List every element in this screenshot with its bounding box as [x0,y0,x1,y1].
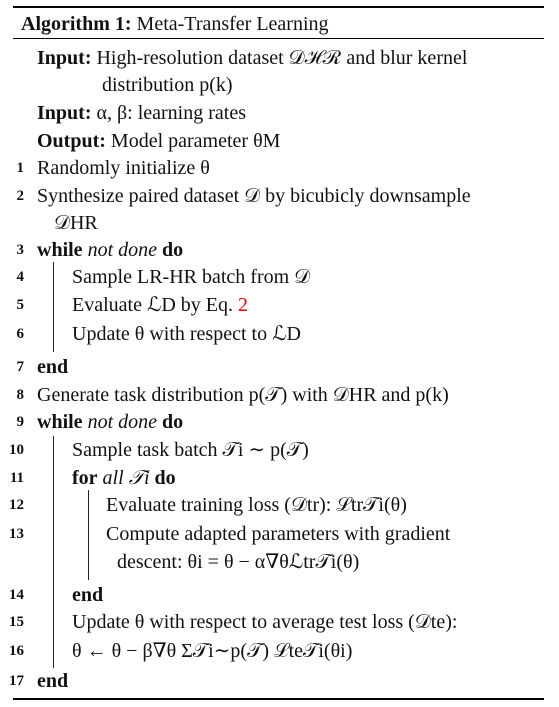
bottom-rule [13,698,544,700]
while-block-bar-2 [53,436,54,668]
line-text: Update θ with respect to average test loss (𝒟te): [72,611,458,633]
while-block-bar-1 [53,262,54,352]
line-6 [72,322,301,346]
loop-condition: not done [87,411,157,433]
line-13-cont [117,550,359,574]
line-number: 3 [16,242,24,258]
line-text-cont: descent: θi = θ − α∇θℒtr𝒯i(θ) [117,551,360,573]
line-number: 14 [9,587,24,603]
line-number: 17 [9,673,24,689]
line-text: Synthesize paired dataset 𝒟 by bicubicly downsample [37,185,471,207]
line-16 [72,639,352,663]
line-13 [106,522,450,546]
loop-condition: all 𝒯i [102,467,150,489]
line-text: Evaluate training loss (𝒟tr): ℒtr𝒯i(θ) [106,494,407,516]
line-text: Compute adapted parameters with gradient [106,523,451,545]
line-number: 1 [16,160,24,176]
line-text: Generate task distribution p(𝒯) with 𝒟HR and p(k) [37,384,449,406]
input-keyword: Input: [37,102,92,124]
line-number: 15 [9,614,24,630]
algorithm-title [21,12,329,36]
line-number: 13 [9,526,24,542]
output-text: Model parameter θM [110,130,281,152]
line-11 [72,466,176,490]
line-5 [72,293,248,317]
keyword-do: do [162,239,184,261]
keyword-while: while [37,239,83,261]
line-text-cont: 𝒟HR [54,212,98,234]
equation-ref-link[interactable]: 2 [238,294,249,316]
line-2-cont [54,211,98,235]
line-12 [106,493,407,517]
output-keyword: Output: [37,130,106,152]
line-number: 7 [16,359,24,375]
line-number: 11 [9,470,24,486]
input-text: α, β: learning rates [96,102,246,124]
keyword-while: while [37,411,83,433]
line-number: 10 [9,442,24,458]
keyword-for: for [72,467,98,489]
line-text: Sample LR-HR batch from 𝒟 [72,266,311,288]
keyword-do: do [162,411,184,433]
loop-condition: not done [87,239,157,261]
algorithm-name: Meta-Transfer Learning [136,13,329,35]
keyword-end: end [72,584,104,606]
line-4 [72,265,310,289]
keyword-do: do [154,467,176,489]
input-text-cont: distribution p(k) [102,74,233,96]
line-7 [37,355,68,379]
line-text: Sample task batch 𝒯i ∼ p(𝒯) [72,439,309,461]
line-14 [72,583,103,607]
line-text: Update θ with respect to ℒD [72,323,301,345]
line-8 [37,383,449,407]
line-number: 2 [16,188,24,204]
title-rule [13,38,544,39]
input-line-2 [37,101,246,125]
line-10 [72,438,309,462]
line-9 [37,410,183,434]
keyword-end: end [37,670,69,692]
for-block-bar [88,490,89,580]
line-number: 12 [9,497,24,513]
line-number: 8 [16,387,24,403]
output-line [37,129,280,153]
line-17 [37,669,68,693]
line-3 [37,238,183,262]
line-15 [72,610,457,634]
line-number: 16 [9,643,24,659]
line-number: 6 [16,326,24,342]
line-text: θ ← θ − β∇θ Σ𝒯i∼p(𝒯) ℒte𝒯i(θi) [72,640,353,662]
line-text: Randomly initialize θ [37,157,210,179]
line-number: 4 [16,269,24,285]
keyword-end: end [37,356,69,378]
input-keyword: Input: [37,47,92,69]
line-1 [37,156,210,180]
input-line-1-cont [102,73,233,97]
top-rule [13,6,544,8]
line-number: 9 [16,414,24,430]
line-2 [37,184,471,208]
algorithm-label: Algorithm 1: [21,13,132,35]
input-text: High-resolution dataset 𝒟ℋℛ and blur kernel [96,47,468,69]
line-number: 5 [16,297,24,313]
line-text: Evaluate ℒD by Eq. [72,294,239,316]
input-line-1 [37,46,467,70]
